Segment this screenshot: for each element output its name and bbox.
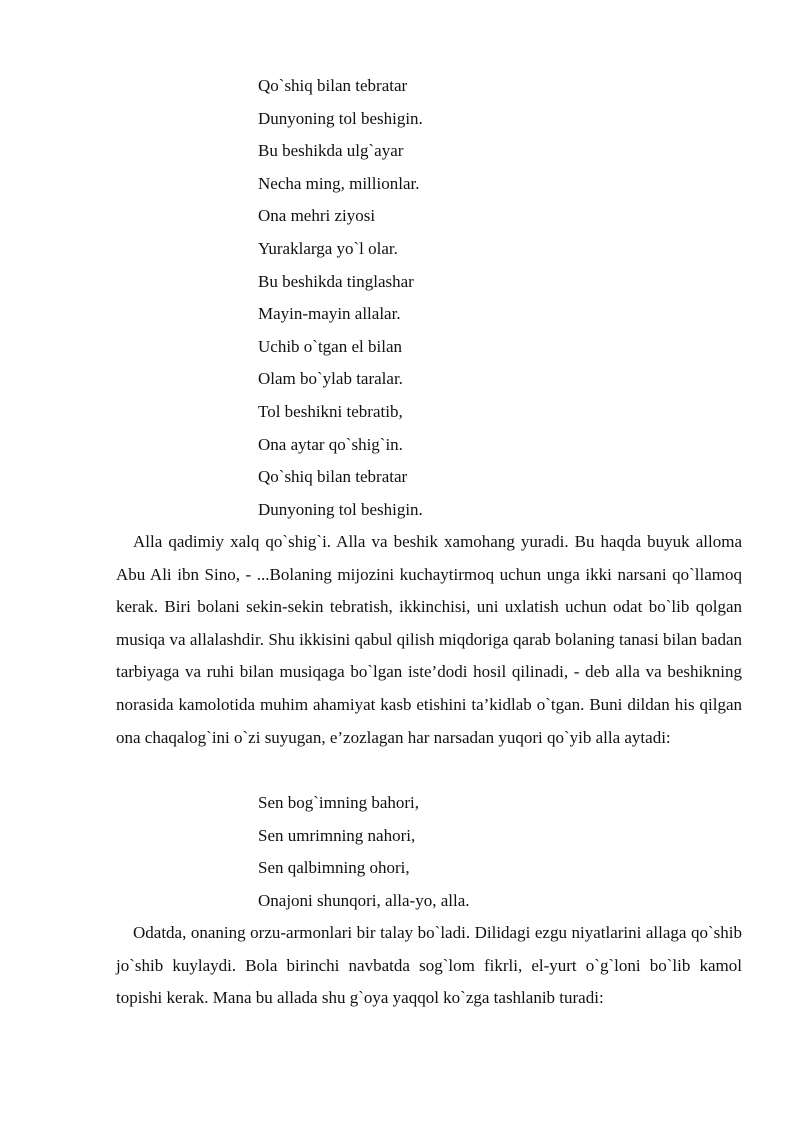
poem-line: Olam bo`ylab taralar. (258, 369, 403, 389)
poem-line: Ona aytar qo`shig`in. (258, 434, 403, 454)
poem-line: Qo`shiq bilan tebratar (258, 467, 408, 487)
poem-stanza-2 (258, 787, 470, 917)
poem-line: Sen qalbimning ohori, (258, 858, 410, 878)
body-paragraph-1: Alla qadimiy xalq qo`shig`i. Alla va beshik xamohang yuradi. Bu haqda buyuk alloma Abu Ali ibn Sino, - ...Bolaning mijozini kuchaytirmoq uchun unga ikki narsani qo`llamoq kerak. Biri bolani sekin-sekin tebratish, ikkinchisi, uni uxlatish uchun odat bo`lib qolgan musiqa va allalashdir. Shu ikkisini qabul qilish miqdoriga qarab bolaning tanasi bilan badan tarbiyaga va ruhi bilan musiqaga bo`lgan iste’dodi hosil qilinadi, - deb alla va beshikning norasida kamolotida muhim ahamiyat kasb etishini ta’kidlab o`tgan. Buni dildan his qilgan ona chaqalog`ini o`zi suyugan, e’zozlagan har narsadan yuqori qo`yib alla aytadi: (116, 532, 742, 747)
poem-line: Tol beshikni tebratib, (258, 401, 403, 421)
poem-line: Sen umrimning nahori, (258, 825, 416, 845)
poem-line: Mayin-mayin allalar. (258, 304, 401, 324)
poem-line: Dunyoning tol beshigin. (258, 108, 423, 128)
poem-line: Yuraklarga yo`l olar. (258, 238, 398, 258)
body-paragraph-2: Odatda, onaning orzu-armonlari bir talay bo`ladi. Dilidagi ezgu niyatlarini allaga qo`shib jo`shib kuylaydi. Bola birinchi navbatda sog`lom fikrli, el-yurt o`g`loni bo`lib kamol topishi kerak. Mana bu allada shu g`oya yaqqol ko`zga tashlanib turadi: (116, 923, 742, 1008)
poem-line: Dunyoning tol beshigin. (258, 499, 423, 519)
poem-line: Qo`shiq bilan tebratar (258, 76, 408, 95)
poem-stanza-1 (258, 70, 423, 526)
poem-line: Bu beshikda tinglashar (258, 271, 414, 291)
poem-line: Onajoni shunqori, alla-yo, alla. (258, 890, 470, 910)
poem-line: Bu beshikda ulg`ayar (258, 141, 404, 161)
poem-line: Ona mehri ziyosi (258, 206, 376, 226)
poem-line: Uchib o`tgan el bilan (258, 336, 402, 356)
poem-line: Necha ming, millionlar. (258, 173, 420, 193)
poem-line: Sen bog`imning bahori, (258, 793, 420, 812)
